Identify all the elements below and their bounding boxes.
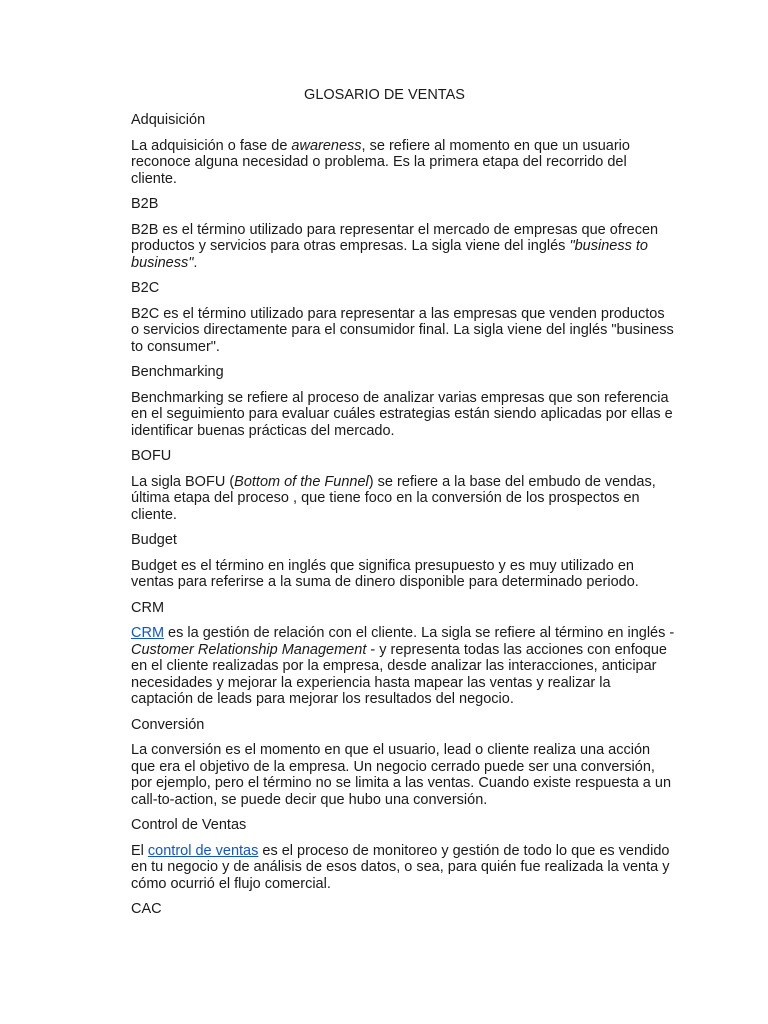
glossary-definition — [131, 138, 676, 188]
glossary-term: CRM — [131, 599, 165, 616]
definition-text: es la gestión de relación con el cliente. La sigla se refiere al término en inglés - — [164, 625, 675, 641]
emphasis-text: "business to business" — [131, 238, 648, 271]
glossary-definition — [131, 625, 676, 708]
glossary-term: Conversión — [131, 716, 205, 733]
definition-text: La sigla BOFU ( — [131, 473, 235, 490]
glossary-term: Adquisición — [131, 112, 206, 128]
definition-text: La adquisición o fase de — [131, 137, 292, 154]
glossary-term: B2B — [131, 196, 159, 212]
emphasis-text: Bottom of the Funnel — [234, 473, 369, 490]
definition-text: B2B es el término utilizado para representar el mercado de empresas que ofrecen productos y servicios para otras empresas. La sigla viene del inglés — [131, 221, 659, 254]
emphasis-text: Customer Relationship Management — [131, 641, 367, 658]
document-title: GLOSARIO DE VENTAS — [304, 87, 465, 103]
glossary-definition — [131, 843, 676, 893]
glossary-definition — [131, 742, 676, 808]
definition-text: ) se refiere a la base del embudo de vendas, última etapa del proceso , que tiene foco en la conversión de los prospectos en cliente. — [131, 473, 656, 523]
definition-text: es el proceso de monitoreo y gestión de todo lo que es vendido en tu negocio y de análisis de esos datos, o sea, para quién fue realizada la venta y cómo ocurrió el flujo comercial. — [131, 842, 670, 892]
definition-link[interactable]: CRM — [131, 625, 165, 641]
glossary-definition — [131, 222, 676, 272]
emphasis-text: awareness — [291, 137, 362, 154]
glossary-term: CAC — [131, 901, 162, 917]
definition-text: B2C es el término utilizado para representar a las empresas que venden productos o servicios directamente para el consumidor final. La sigla viene del inglés "business to consumer". — [131, 305, 674, 355]
glossary-definition — [131, 306, 676, 356]
glossary-content — [131, 112, 676, 927]
definition-text: Benchmarking se refiere al proceso de analizar varias empresas que son referencia en el seguimiento para evaluar cuáles estrategias están siendo aplicadas por ellas e identificar buenas prácticas del mercado. — [131, 389, 673, 439]
glossary-definition — [131, 558, 676, 591]
glossary-term: Budget — [131, 532, 177, 548]
definition-text: El — [131, 842, 148, 859]
definition-text: Budget es el término en inglés que significa presupuesto y es muy utilizado en ventas para referirse a la suma de dinero disponible para determinado periodo. — [131, 557, 639, 590]
glossary-term: B2C — [131, 280, 160, 296]
glossary-term: Benchmarking — [131, 364, 224, 380]
glossary-term: Control de Ventas — [131, 817, 247, 833]
glossary-definition — [131, 390, 676, 440]
definition-link[interactable]: control de ventas — [147, 842, 259, 859]
glossary-term: BOFU — [131, 448, 172, 464]
glossary-definition — [131, 474, 676, 524]
definition-text: - y representa todas las acciones con enfoque en el cliente realizadas por la empresa, desde analizar las interacciones, anticipar necesidades y mejorar la experiencia hasta mapear las ventas y realizar la captación de leads para mejorar los resultados del negocio. — [131, 641, 667, 707]
definition-text: . — [193, 254, 198, 271]
definition-text: La conversión es el momento en que el usuario, lead o cliente realiza una acción que era el objetivo de la empresa. Un negocio cerrado puede ser una conversión, por ejemplo, pero el término no se limita a las ventas. Cuando existe respuesta a un call-to-action, se puede decir que hubo una conversión. — [131, 742, 672, 808]
definition-text: , se refiere al momento en que un usuario reconoce alguna necesidad o problema. Es la primera etapa del recorrido del cliente. — [131, 137, 630, 187]
